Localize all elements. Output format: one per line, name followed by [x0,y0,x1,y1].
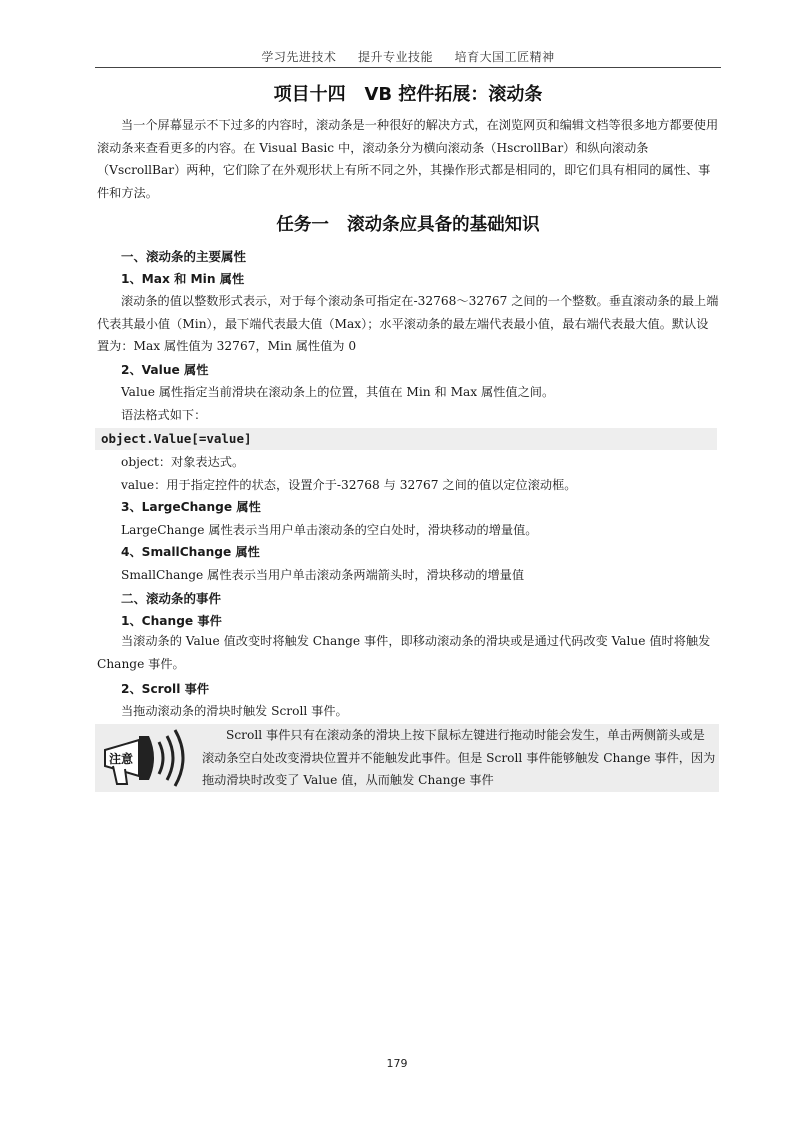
note-box [95,724,719,792]
change-event-paragraph [97,630,719,675]
project-title: 项目十四 VB 控件拓展：滚动条 [273,84,543,105]
code-block: object.Value[=value] [95,428,717,450]
task-title: 任务一 滚动条应具备的基础知识 [276,215,540,235]
max-min-paragraph [97,290,719,358]
max-min-heading: 1、Max 和 Min 属性 [121,272,245,286]
largechange-heading: 3、LargeChange 属性 [121,500,261,514]
note-icon-label: 注意 [108,752,134,766]
page-number: 179 [386,1057,408,1070]
section2-heading: 二、滚动条的事件 [121,591,222,606]
largechange-text: LargeChange 属性表示当用户单击滚动条的空白处时，滑块移动的增量值。 [121,523,538,537]
value-heading: 2、Value 属性 [121,363,209,377]
intro-paragraph [97,114,719,205]
change-event-heading: 1、Change 事件 [121,614,222,628]
intro-text: 当一个屏幕显示不下过多的内容时，滚动条是一种很好的解决方式，在浏览网页和编辑文档等很多地方都要使用滚动条来查看更多的内容。在 Visual Basic 中，滚动条分为横向滚动条（HscrollBar）和纵向滚动条（VscrollBar）两种，它们除了在外观形状上有所不同之外，其操作形式都是相同的，即它们具有相同的属性、事件和方法。 [97,118,719,201]
value-text: Value 属性指定当前滑块在滚动条上的位置，其值在 Min 和 Max 属性值之间。 [121,385,555,399]
max-min-text: 滚动条的值以整数形式表示，对于每个滚动条可指定在-32768～32767 之间的一个整数。垂直滚动条的最上端代表其最小值（Min），最下端代表最大值（Max）；水平滚动条的最左端代表最小值，最右端代表最大值。默认设置为：Max 属性值为 32767，Min 属性值为 0 [97,294,719,354]
running-header: 学习先进技术 提升专业技能 培育大国工匠精神 [261,50,555,64]
scroll-event-text: 当拖动滚动条的滑块时触发 Scroll 事件。 [121,704,348,718]
smallchange-heading: 4、SmallChange 属性 [121,545,260,559]
header-rule [95,67,721,68]
param-value: value：用于指定控件的状态，设置介于-32768 与 32767 之间的值以定位滚动框。 [121,478,577,492]
megaphone-icon [99,726,191,790]
smallchange-text: SmallChange 属性表示当用户单击滚动条两端箭头时，滑块移动的增量值 [121,568,525,582]
section1-heading: 一、滚动条的主要属性 [121,249,247,264]
param-object: object：对象表达式。 [121,455,245,469]
change-event-text: 当滚动条的 Value 值改变时将触发 Change 事件，即移动滚动条的滑块或是通过代码改变 Value 值时将触发 Change 事件。 [97,634,711,671]
scroll-event-heading: 2、Scroll 事件 [121,682,210,696]
syntax-label: 语法格式如下： [121,408,207,422]
note-text: Scroll 事件只有在滚动条的滑块上按下鼠标左键进行拖动时能会发生，单击两侧箭头或是滚动条空白处改变滑块位置并不能触发此事件。但是 Scroll 事件能够触发 Change 事件，因为拖动滑块时改变了 Value 值，从而触发 Change 事件 [202,728,716,788]
